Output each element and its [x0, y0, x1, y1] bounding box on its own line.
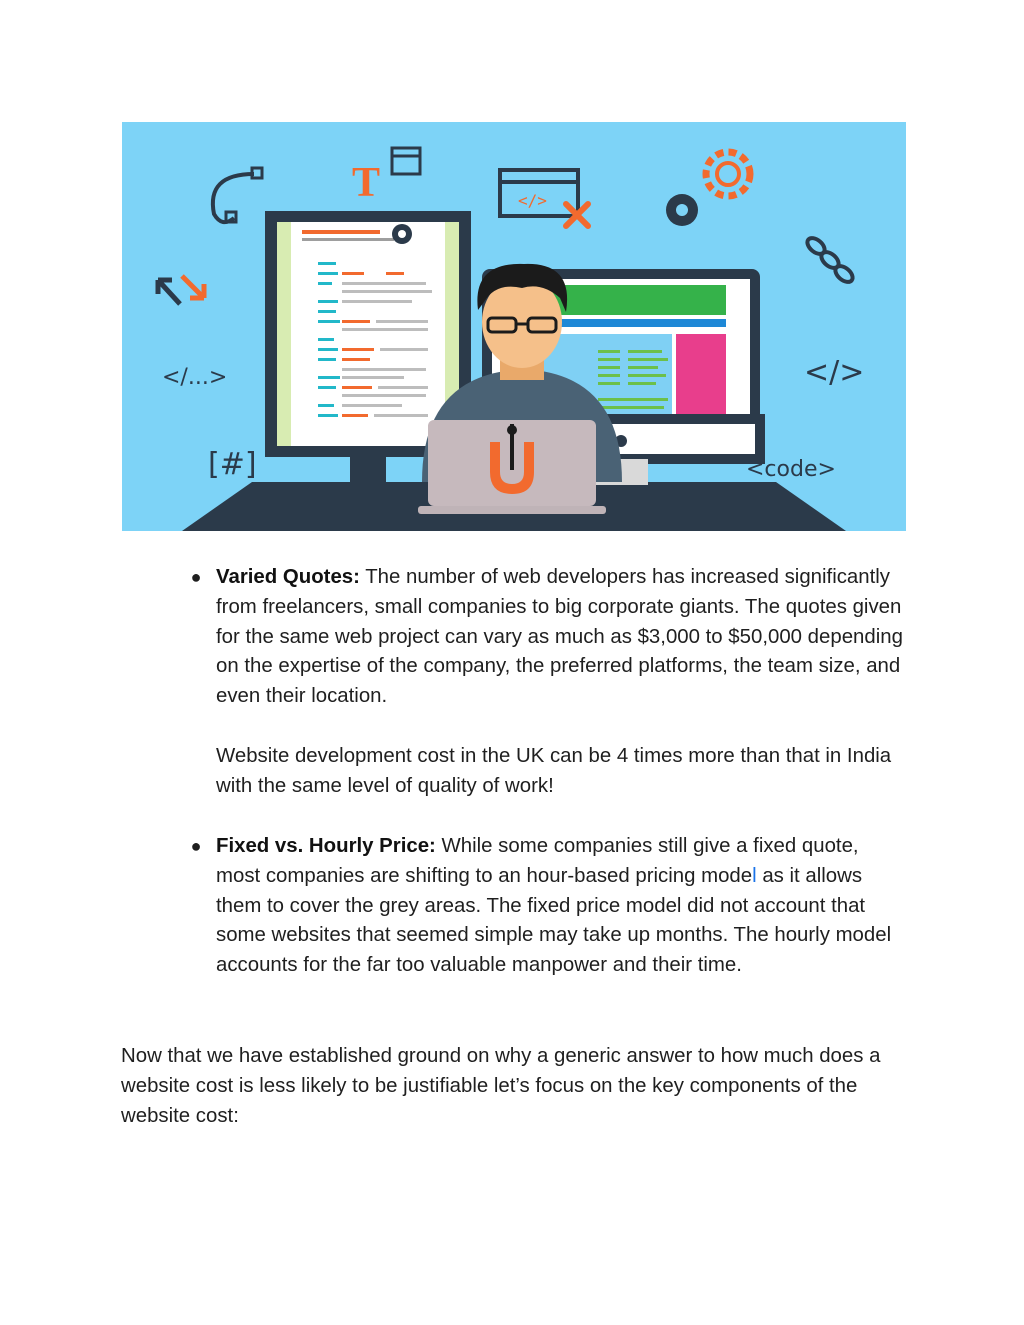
- text-t-icon: [352, 148, 420, 206]
- code-window-icon: [500, 170, 578, 216]
- bullet-title: Fixed vs. Hourly Price:: [216, 835, 436, 857]
- bullet-text: Fixed vs. Hourly Price: While some companies still give a fixed quote, most companies are shifting to an hour-based pricing model as it allows them to cover the grey areas. The fixed price model did not account that some websites that seemed simple may take up months. The hourly model accounts for the far too valuable manpower and their time.: [216, 835, 892, 977]
- laptop-icon: [418, 420, 606, 514]
- hero-illustration: [122, 122, 906, 531]
- bullet-extra-text: Website development cost in the UK can be 4 times more than that in India with the same level of quality of work!: [216, 744, 892, 797]
- bullet-text: Varied Quotes: The number of web developers has increased significantly from freelancers, small companies to big corporate giants. The quotes given for the same web project can vary as much as $3,000 to $50,000 depending on the expertise of the company, the preferred platforms, the team size, and even their location.: [216, 566, 903, 708]
- link-fragment[interactable]: l: [752, 864, 757, 887]
- link-chain-icon: [804, 235, 855, 285]
- hash-icon: [#]: [208, 447, 257, 482]
- bullet-varied-quotes: [190, 563, 906, 801]
- code-tag-icon: </...>: [162, 365, 228, 390]
- bullet-dot-icon: ●: [190, 567, 202, 587]
- closing-paragraph: Now that we have established ground on why a generic answer to how much does a website cost is less likely to be justifiable let’s focus on the key components of the website cost:: [121, 1045, 881, 1127]
- bullet-title: Varied Quotes:: [216, 566, 360, 588]
- code-close-icon: </>: [804, 355, 865, 390]
- bullet-dot-icon: ●: [190, 836, 202, 856]
- code-word-icon: <code>: [746, 457, 836, 482]
- svg-text:T: T: [352, 160, 381, 206]
- arrows-icon: [158, 276, 204, 304]
- bullet-fixed-vs-hourly: [190, 832, 906, 981]
- svg-text:</>: </>: [518, 191, 547, 210]
- bezier-curve-icon: [211, 168, 262, 222]
